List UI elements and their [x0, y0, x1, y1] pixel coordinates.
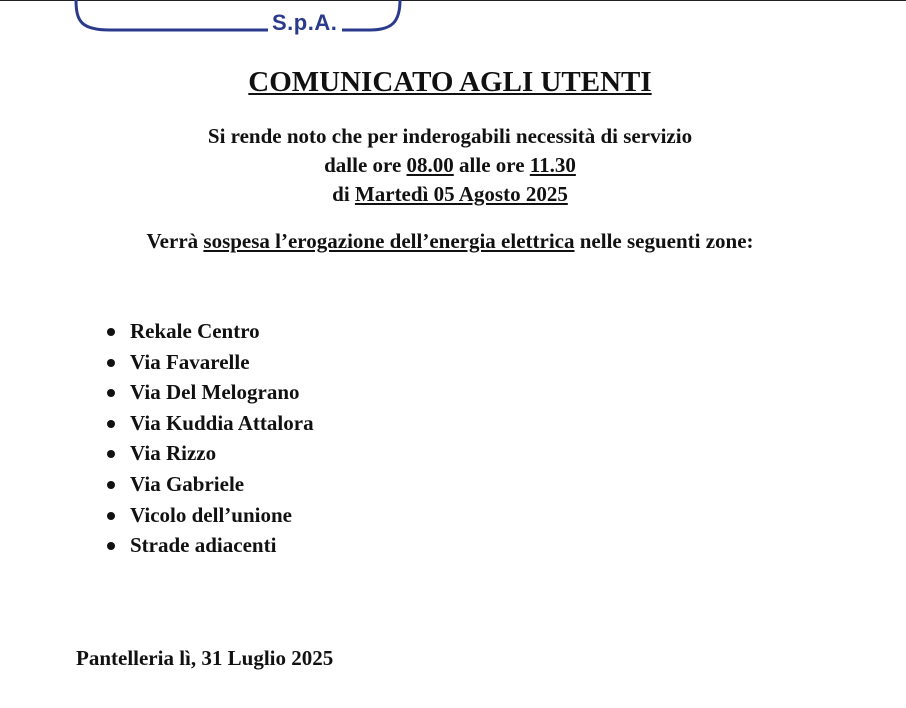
notice-date-line [0, 180, 900, 209]
logo-frame-icon [70, 0, 410, 42]
notice-body [0, 122, 900, 209]
notice-line-1: Si rende noto che per inderogabili necessità di servizio [207, 124, 693, 148]
outage-date: Martedì 05 Agosto 2025 [354, 182, 568, 206]
time-prefix: dalle ore [324, 153, 407, 177]
affected-zones-list [130, 316, 314, 561]
notice-title: COMUNICATO AGLI UTENTI [248, 66, 652, 98]
logo-company-suffix: S.p.A. [272, 10, 338, 35]
zone-item: Via Rizzo [130, 438, 314, 469]
start-time: 08.00 [406, 153, 454, 177]
suspension-suffix: nelle seguenti zone: [574, 229, 754, 253]
zone-item: Rekale Centro [130, 316, 314, 347]
zone-item: Strade adiacenti [130, 530, 314, 561]
place-and-date: Pantelleria lì, 31 Luglio 2025 [76, 646, 334, 670]
zone-item: Via Gabriele [130, 469, 314, 500]
zone-item: Via Del Melograno [130, 377, 314, 408]
date-prefix: di [332, 182, 355, 206]
company-logo [70, 0, 410, 42]
zone-item: Vicolo dell’unione [130, 500, 314, 531]
zone-item: Via Kuddia Attalora [130, 408, 314, 439]
suspension-statement [0, 229, 900, 254]
notice-time-range [0, 151, 900, 180]
suspension-prefix: Verrà [146, 229, 204, 253]
suspension-emphasis: sospesa l’erogazione dell’energia elettrica [203, 229, 575, 253]
zone-item: Via Favarelle [130, 347, 314, 378]
end-time: 11.30 [529, 153, 576, 177]
time-middle: alle ore [453, 153, 530, 177]
